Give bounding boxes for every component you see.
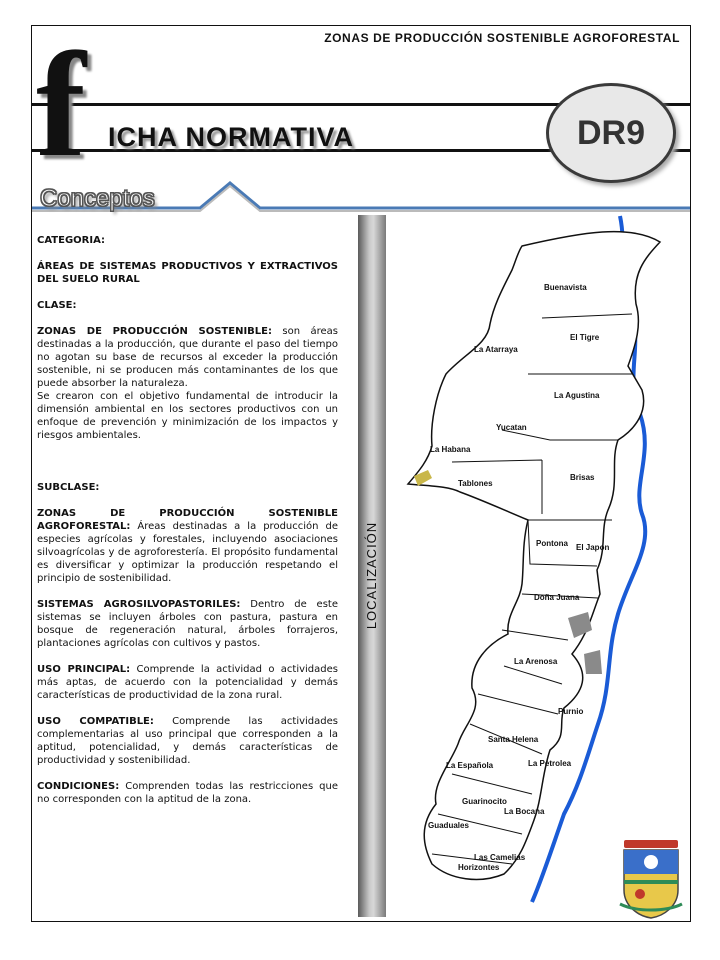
map-label: Doña Juana xyxy=(534,593,580,602)
map-label: La Habana xyxy=(430,445,471,454)
municipal-shield-icon xyxy=(618,838,684,920)
uso-principal-term: USO PRINCIPAL: xyxy=(37,664,131,675)
location-map xyxy=(392,214,692,904)
map-label: La Petrolea xyxy=(528,759,572,768)
categoria-text: ÁREAS DE SISTEMAS PRODUCTIVOS Y EXTRACTIVOS DEL SUELO RURAL xyxy=(37,261,338,285)
agroforestal-term: ZONAS DE PRODUCCIÓN SOSTENIBLE AGROFORESTAL: xyxy=(37,508,338,532)
uso-principal-text: Comprende la actividad o actividades más aptas, de acuerdo con la potencialidad y demás características de productividad de la zona rural. xyxy=(37,664,338,701)
page-title: ICHA NORMATIVA xyxy=(108,122,354,152)
section-title: Conceptos xyxy=(40,185,155,212)
map-label: Purnio xyxy=(558,707,584,716)
page-top-title: ZONAS DE PRODUCCIÓN SOSTENIBLE AGROFORESTAL xyxy=(324,31,680,45)
zone-badge-label: DR9 xyxy=(576,113,646,152)
categoria-label: CATEGORIA: xyxy=(37,235,106,246)
map-label: La Bocana xyxy=(504,807,545,816)
agroforestal-text: Áreas destinadas a la producción de especies agrícolas y forestales, incluyendo asociaciones silvoagrícolas y de agroforestería. El propósito fundamental es diversificar y optimizar la producción respetando el principio de sostenibilidad. xyxy=(37,521,338,584)
map-label: Santa Helena xyxy=(488,735,539,744)
condiciones-term: CONDICIONES: xyxy=(37,781,120,792)
map-label: El Tigre xyxy=(570,333,600,342)
subclase-label: SUBCLASE: xyxy=(37,482,100,493)
agrosilvopastoriles-term: SISTEMAS AGROSILVOPASTORILES: xyxy=(37,599,241,610)
map-label: La Atarraya xyxy=(474,345,518,354)
uso-compatible-text: Comprende las actividades complementarias al uso principal que corresponden a la aptitud, potencialidad, y demás características de productividad y sostenibilidad. xyxy=(37,716,338,766)
location-bar-label: LOCALIZACIÓN xyxy=(364,521,380,629)
zone-badge xyxy=(546,83,676,183)
map-label: Yucatan xyxy=(496,423,527,432)
map-label: La Española xyxy=(446,761,494,770)
map-label: El Japon xyxy=(576,543,610,552)
condiciones-text: Comprenden todas las restricciones que no corresponden con la aptitud de la zona. xyxy=(37,781,338,805)
map-label: Guaduales xyxy=(428,821,469,830)
clase-label: CLASE: xyxy=(37,300,77,311)
map-label: Guarinocito xyxy=(462,797,507,806)
map-label: Tablones xyxy=(458,479,493,488)
concepts-text xyxy=(37,234,338,819)
clase-text-2: Se crearon con el objetivo fundamental de introducir la dimensión ambiental en los sectores productivos con un enfoque de prevención y minimización de los impactos y riesgos ambientales. xyxy=(37,391,338,441)
map-label: Pontona xyxy=(536,539,568,548)
clase-text: son áreas destinadas a la producción, que durante el paso del tiempo no agotan su base de recursos al exceder la producción sostenible, ni se producen más contaminantes de los que puede absorber la naturaleza. xyxy=(37,326,338,389)
map-label: Brisas xyxy=(570,473,595,482)
uso-compatible-term: USO COMPATIBLE: xyxy=(37,716,154,727)
map-label: La Arenosa xyxy=(514,657,558,666)
map-label: Buenavista xyxy=(544,283,587,292)
map-label: Horizontes xyxy=(458,863,500,872)
map-label: La Agustina xyxy=(554,391,600,400)
agrosilvopastoriles-text: Dentro de este sistemas se incluyen árboles con pastura, pastura en bosque de regeneración natural, árboles forrajeros, plantaciones agrícolas con cultivos y pastos. xyxy=(37,599,338,649)
location-bar-label-wrap xyxy=(358,520,386,630)
map-label: Las Camelias xyxy=(474,853,526,862)
municipality-outline xyxy=(408,232,660,880)
title-initial-letter: f xyxy=(36,22,86,188)
clase-term: ZONAS DE PRODUCCIÓN SOSTENIBLE: xyxy=(37,326,272,337)
